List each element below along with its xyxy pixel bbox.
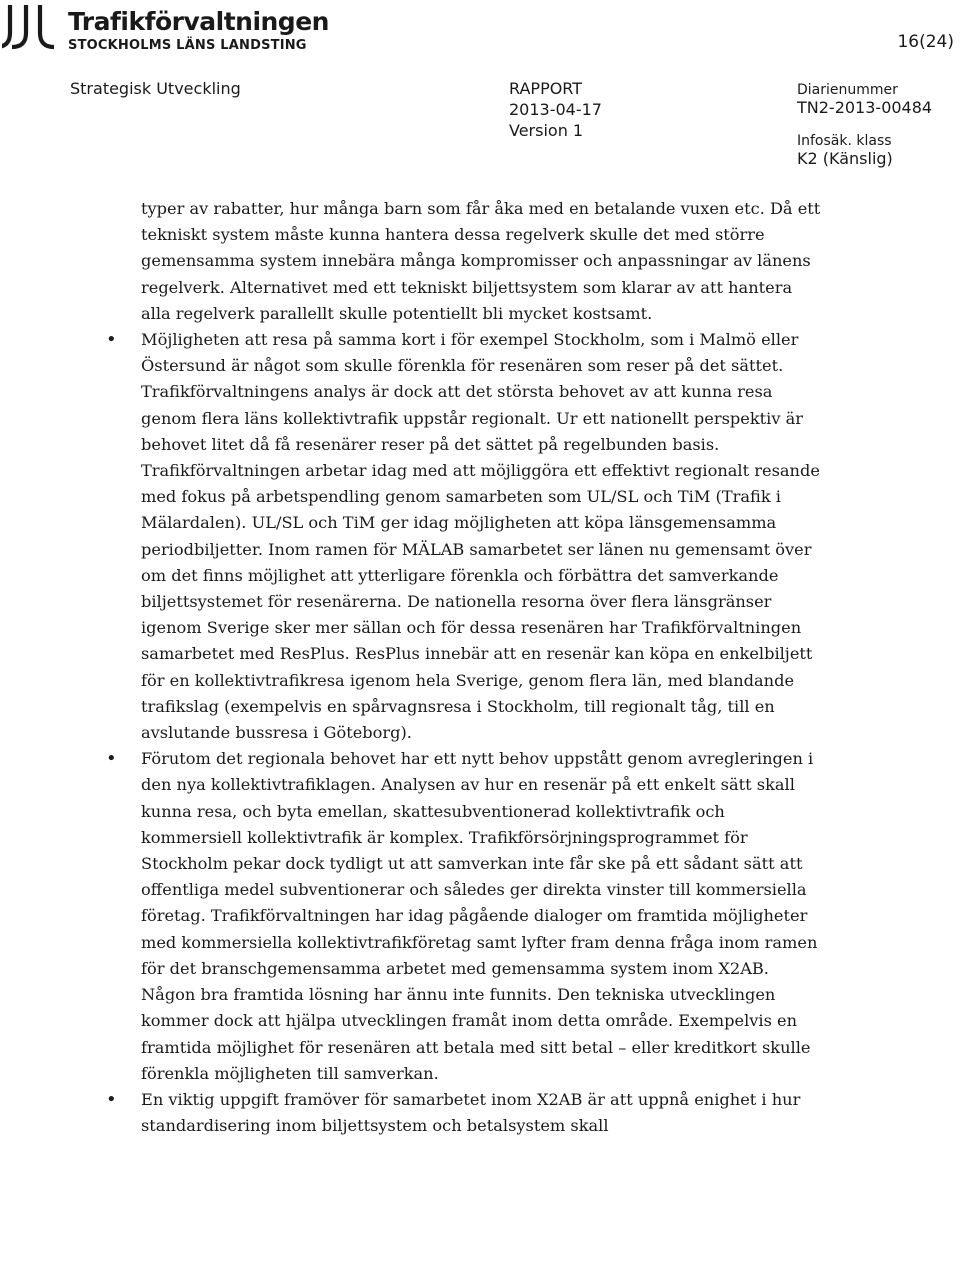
continuation-paragraph: typer av rabatter, hur många barn som får åka med en betalande vuxen etc. Då ett tekniskt system måste kunna hantera dessa regelverk skulle det med större gemensamma system innebära många kompromisser och anpassningar av länens regelverk. Alternativet med ett tekniskt biljettsystem som klarar av att hantera alla regelverk parallellt skulle potentiellt bli mycket kostsamt. xyxy=(141,199,821,323)
bullet-item: • Förutom det regionala behovet har ett nytt behov uppstått genom avregleringen i den nya kollektivtrafiklagen. Analysen av hur en resenär på ett enkelt sätt skall kunna resa, och byta emellan, skattesubventionerad kollektivtrafik och kommersiell kollektivtrafik är komplex. Trafikförsörjningsprogrammet för Stockholm pekar dock tydligt ut att samverkan inte får ske på ett sådant sätt att offentliga medel subventionerar och således ger direkta vinster till kommersiella företag. Trafikförvaltningen har idag pågående dialoger om framtida möjligheter med kommersiella kollektivtrafikföretag samt lyfter fram denna fråga inom ramen för det branschgemensamma arbetet med gemensamma system inom X2AB. Någon bra framtida lösning har ännu inte funnits. Den tekniska utvecklingen kommer dock att hjälpa utvecklingen framåt inom detta område. Exempelvis en framtida möjlighet för resenären att betala med sitt betal – eller kreditkort skulle förenkla möjligheten till samverkan. xyxy=(141,746,821,1087)
classification-label: Infosäk. klass xyxy=(797,133,892,149)
logo-mark-icon xyxy=(2,3,64,51)
bullet-list xyxy=(141,327,821,1139)
bullet-item: • Möjligheten att resa på samma kort i för exempel Stockholm, som i Malmö eller Östersund är något som skulle förenkla för resenären som reser på det sättet. Trafikförvaltningens analys är dock att det största behovet av att kunna resa genom flera läns kollektivtrafik uppstår regionalt. Ur ett nationellt perspektiv är behovet litet då få resenärer reser på det sättet på regelbunden basis. Trafikförvaltningen arbetar idag med att möjliggöra ett effektivt regionalt resande med fokus på arbetspendling genom samarbeten som UL/SL och TiM (Trafik i Mälardalen). UL/SL och TiM ger idag möjligheten att köpa länsgemensamma periodbiljetter. Inom ramen för MÄLAB samarbetet ser länen nu gemensamt över om det finns möjlighet att ytterligare förenkla och förbättra det samverkande biljettsystemet för resenärerna. De nationella resorna över flera länsgränser igenom Sverige sker mer sällan och för dessa resenären har Trafikförvaltningen samarbetet med ResPlus. ResPlus innebär att en resenär kan köpa en enkelbiljett för en kollektivtrafikresa igenom hela Sverige, genom flera län, med blandande trafikslag (exempelvis en spårvagnsresa i Stockholm, till regionalt tåg, till en avslutande bussresa i Göteborg). xyxy=(141,327,821,746)
doc-date: 2013-04-17 xyxy=(509,100,602,119)
doc-version: Version 1 xyxy=(509,121,584,140)
organization-name: Trafikförvaltningen xyxy=(68,7,329,36)
bullet-item: • En viktig uppgift framöver för samarbetet inom X2AB är att uppnå enighet i hur standardisering inom biljettsystem och betalsystem skall xyxy=(141,1087,821,1139)
organization-logo xyxy=(2,3,329,53)
diary-number: TN2-2013-00484 xyxy=(797,98,933,117)
doc-type: RAPPORT xyxy=(509,79,583,98)
classification-value: K2 (Känslig) xyxy=(797,149,893,168)
document-body xyxy=(141,196,821,1139)
organization-subtitle: STOCKHOLMS LÄNS LANDSTING xyxy=(68,38,307,53)
department: Strategisk Utveckling xyxy=(70,79,241,98)
page-number: 16(24) xyxy=(897,32,954,52)
diary-label: Diarienummer xyxy=(797,82,898,98)
